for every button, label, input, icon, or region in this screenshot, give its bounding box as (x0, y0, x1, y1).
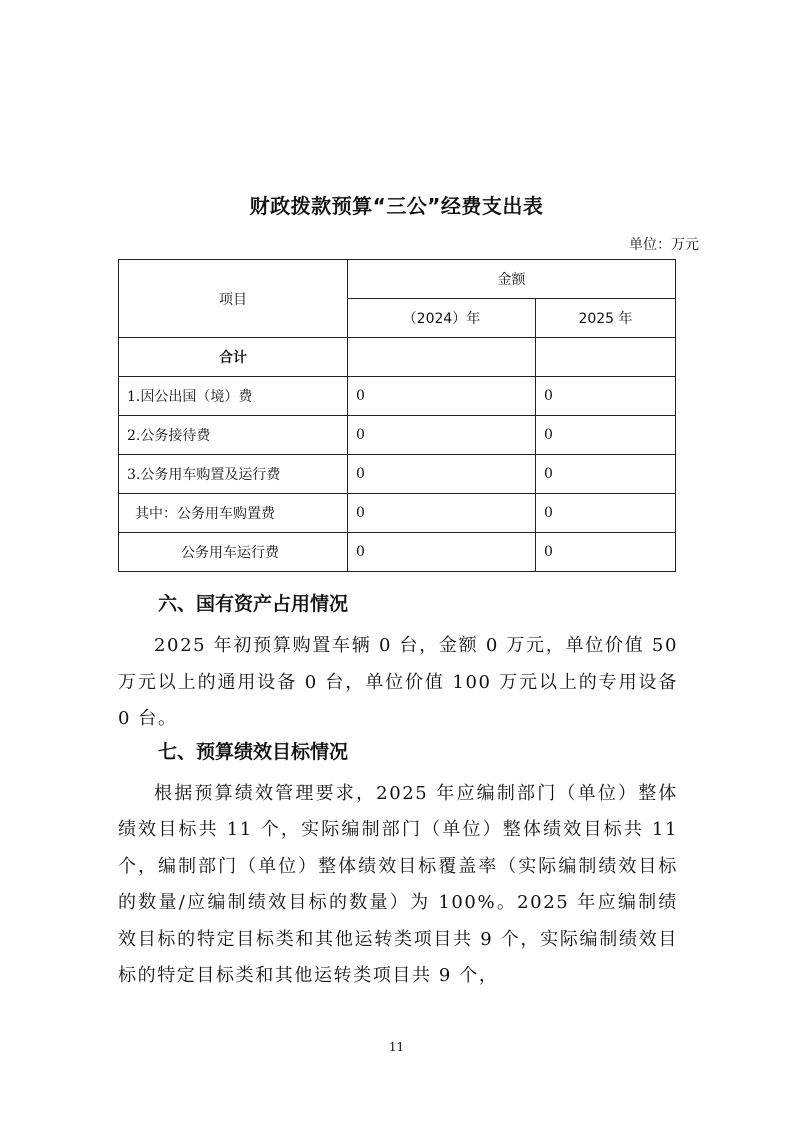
row-label: 1.因公出国（境）费 (119, 377, 348, 416)
table-title: 财政拨款预算“三公”经费支出表 (249, 194, 544, 218)
row-curr: 0 (536, 416, 676, 455)
section-6-paragraph: 2025 年初预算购置车辆 0 台，金额 0 万元，单位价值 50 万元以上的通用设备 0 台，单位价值 100 万元以上的专用设备 0 台。 (118, 635, 678, 729)
row-prev: 0 (348, 533, 536, 572)
table-row (119, 455, 676, 494)
three-public-expense-table (118, 259, 676, 572)
table-row (119, 377, 676, 416)
row-curr: 0 (536, 455, 676, 494)
row-label: 公务用车运行费 (119, 533, 348, 572)
row-prev: 0 (348, 416, 536, 455)
table-row (119, 494, 676, 533)
header-row-1 (119, 260, 676, 299)
row-label: 3.公务用车购置及运行费 (119, 455, 348, 494)
section-7-paragraph: 根据预算绩效管理要求，2025 年应编制部门（单位）整体绩效目标共 11 个，实际编制部门（单位）整体绩效目标共 11 个，编制部门（单位）整体绩效目标覆盖率（实际编制绩效目标的数量/应编制绩效目标的数量）为 100%。2025 年应编制绩效目标的特定目标类和其他运转类项目共 9 个，实际编制绩效目标的特定目标类和其他运转类项目共 9 个， (118, 782, 678, 986)
row-prev: 0 (348, 494, 536, 533)
row-prev: 0 (348, 455, 536, 494)
header-item: 项目 (119, 260, 348, 338)
page-number: 11 (388, 1040, 405, 1054)
header-year-curr: 2025 年 (536, 299, 676, 338)
row-prev: 0 (348, 377, 536, 416)
row-curr: 0 (536, 533, 676, 572)
total-label: 合计 (119, 338, 348, 377)
row-curr: 0 (536, 494, 676, 533)
total-row (119, 338, 676, 377)
total-curr (536, 338, 676, 377)
row-label: 其中：公务用车购置费 (119, 494, 348, 533)
section-6-heading: 六、国有资产占用情况 (158, 593, 349, 615)
section-7-heading: 七、预算绩效目标情况 (158, 740, 349, 763)
table-row (119, 416, 676, 455)
body-sections (118, 592, 678, 995)
row-curr: 0 (536, 377, 676, 416)
header-amount: 金额 (348, 260, 676, 299)
header-year-prev: （2024）年 (348, 299, 536, 338)
row-label: 2.公务接待费 (119, 416, 348, 455)
table-row (119, 533, 676, 572)
total-prev (348, 338, 536, 377)
unit-label: 单位：万元 (629, 237, 699, 253)
